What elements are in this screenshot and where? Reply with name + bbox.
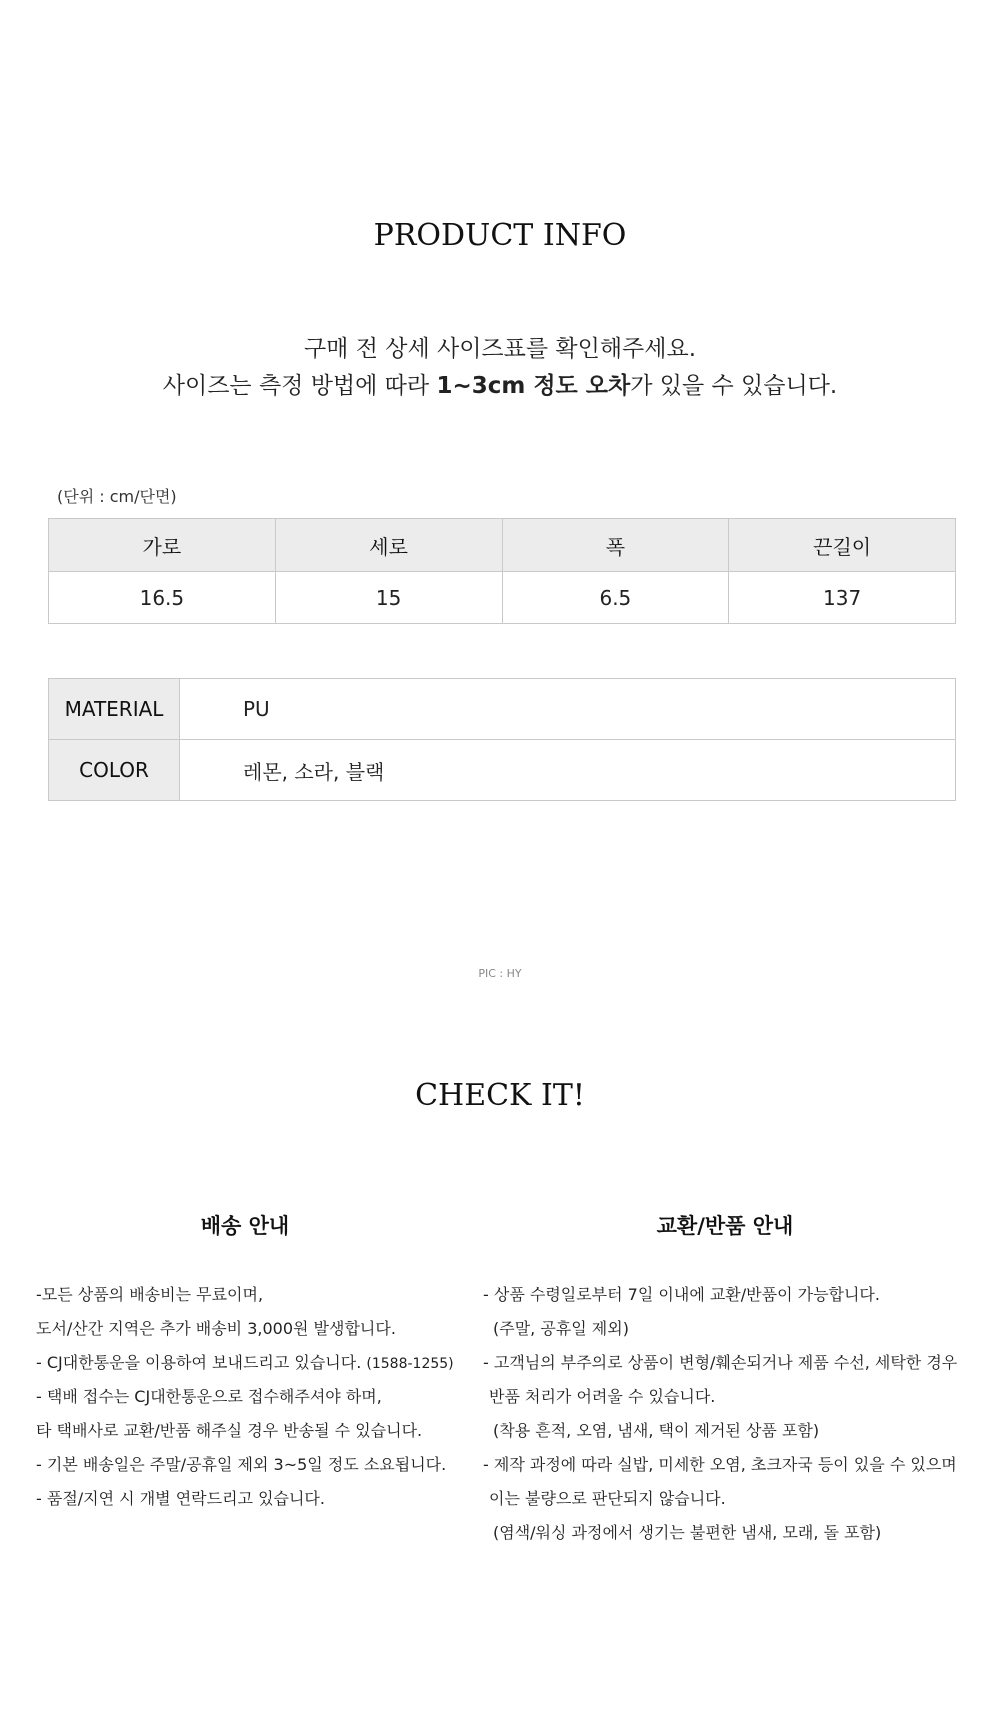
size-header-height: 세로 — [275, 519, 502, 572]
size-table — [48, 518, 956, 624]
shipping-list — [36, 1278, 454, 1516]
returns-line: (착용 흔적, 오염, 냄새, 택이 제거된 상품 포함) — [493, 1421, 820, 1440]
intro-line-2-bold: 1~3cm 정도 오차 — [436, 373, 631, 399]
shipping-line: 도서/산간 지역은 추가 배송비 3,000원 발생합니다. — [36, 1319, 396, 1338]
spec-table — [48, 678, 956, 801]
shipping-phone: (1588-1255) — [366, 1356, 454, 1372]
size-header-depth: 폭 — [502, 519, 729, 572]
shipping-heading: 배송 안내 — [200, 1214, 290, 1238]
unit-note: (단위 : cm/단면) — [57, 487, 177, 506]
intro-line-2-pre: 사이즈는 측정 방법에 따라 — [162, 373, 437, 399]
check-it-title: CHECK IT! — [415, 1078, 585, 1113]
size-value-width: 16.5 — [49, 572, 276, 624]
intro-line-1: 구매 전 상세 사이즈표를 확인해주세요. — [303, 336, 697, 362]
shipping-line: - 기본 배송일은 주말/공휴일 제외 3~5일 정도 소요됩니다. — [36, 1455, 447, 1474]
size-value-strap: 137 — [729, 572, 956, 624]
spec-row-material — [49, 679, 956, 740]
size-header-strap: 끈길이 — [729, 519, 956, 572]
shipping-line: - 품절/지연 시 개별 연락드리고 있습니다. — [36, 1489, 325, 1508]
shipping-carrier-text: - CJ대한통운을 이용하여 보내드리고 있습니다. — [36, 1353, 362, 1372]
product-info-title: PRODUCT INFO — [373, 218, 627, 253]
spec-value-material: PU — [180, 679, 956, 740]
shipping-line: - 택배 접수는 CJ대한통운으로 접수해주셔야 하며, — [36, 1387, 382, 1406]
returns-line: 반품 처리가 어려울 수 있습니다. — [489, 1387, 716, 1406]
size-header-width: 가로 — [49, 519, 276, 572]
returns-line: 이는 불량으로 판단되지 않습니다. — [489, 1489, 726, 1508]
returns-line: - 상품 수령일로부터 7일 이내에 교환/반품이 가능합니다. — [483, 1285, 880, 1304]
returns-line: (염색/워싱 과정에서 생기는 불편한 냄새, 모래, 돌 포함) — [493, 1523, 882, 1542]
returns-heading: 교환/반품 안내 — [656, 1214, 794, 1238]
shipping-line: 타 택배사로 교환/반품 해주실 경우 반송될 수 있습니다. — [36, 1421, 423, 1440]
spec-value-color: 레몬, 소라, 블랙 — [180, 740, 956, 801]
pic-credit: PIC : HY — [478, 967, 522, 980]
spec-key-material: MATERIAL — [49, 679, 180, 740]
spec-key-color: COLOR — [49, 740, 180, 801]
size-table-value-row — [49, 572, 956, 624]
spec-row-color — [49, 740, 956, 801]
intro-line-2-post: 가 있을 수 있습니다. — [630, 373, 838, 399]
returns-line: - 제작 과정에 따라 실밥, 미세한 오염, 초크자국 등이 있을 수 있으며 — [483, 1455, 957, 1474]
size-value-depth: 6.5 — [502, 572, 729, 624]
shipping-line — [36, 1346, 454, 1380]
returns-line: (주말, 공휴일 제외) — [493, 1319, 629, 1338]
returns-list — [483, 1278, 957, 1550]
size-table-header-row — [49, 519, 956, 572]
size-value-height: 15 — [275, 572, 502, 624]
intro-line-2 — [0, 367, 1000, 400]
shipping-line: -모든 상품의 배송비는 무료이며, — [36, 1285, 264, 1304]
returns-line: - 고객님의 부주의로 상품이 변형/훼손되거나 제품 수선, 세탁한 경우 — [483, 1353, 958, 1372]
